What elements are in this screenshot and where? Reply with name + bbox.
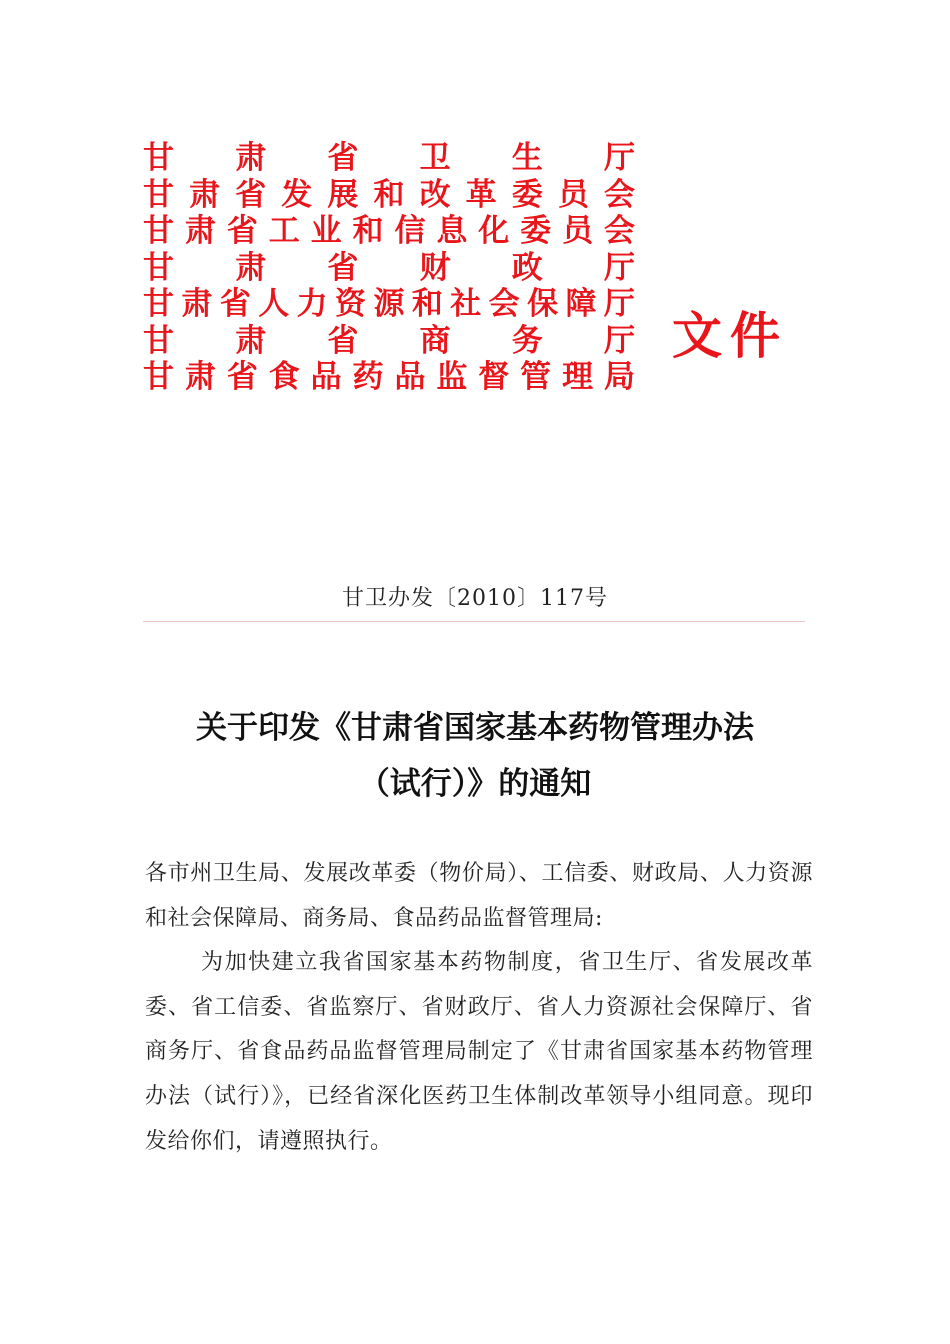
title-line-1: 关于印发《甘肃省国家基本药物管理办法 <box>196 710 754 746</box>
issuer-line: 甘 肃 省 卫 生 厅 <box>143 140 635 176</box>
document-number: 甘卫办发〔2010〕117号 <box>342 586 608 611</box>
title-line-2: （试行）》的通知 <box>358 766 592 802</box>
issuer-list <box>143 140 635 396</box>
document-label: 文件 <box>672 307 788 365</box>
document-title <box>0 700 950 812</box>
issuer-line: 甘 肃 省 工 业 和 信 息 化 委 员 会 <box>143 213 635 249</box>
issuer-line: 甘 肃 省 食 品 药 品 监 督 管 理 局 <box>143 359 635 395</box>
issuer-line: 甘 肃 省 发 展 和 改 革 委 员 会 <box>143 176 635 213</box>
issuer-line: 甘 肃 省 财 政 厅 <box>143 249 635 286</box>
issuer-line: 甘 肃 省 商 务 厅 <box>143 322 635 359</box>
document-body <box>145 852 813 1164</box>
header-divider <box>143 621 805 622</box>
issuer-line: 甘 肃 省 人 力 资 源 和 社 会 保 障 厅 <box>143 286 635 322</box>
addressee: 各市州卫生局、发展改革委（物价局）、工信委、财政局、人力资源和社会保障局、商务局、食品药品监督管理局: <box>145 861 813 931</box>
body-paragraph: 为加快建立我省国家基本药物制度，省卫生厅、省发展改革委、省工信委、省监察厅、省财政厅、省人力资源社会保障厅、省商务厅、省食品药品监督管理局制定了《甘肃省国家基本药物管理办法（试行）》，已经省深化医药卫生体制改革领导小组同意。现印发给你们，请遵照执行。 <box>145 950 813 1154</box>
